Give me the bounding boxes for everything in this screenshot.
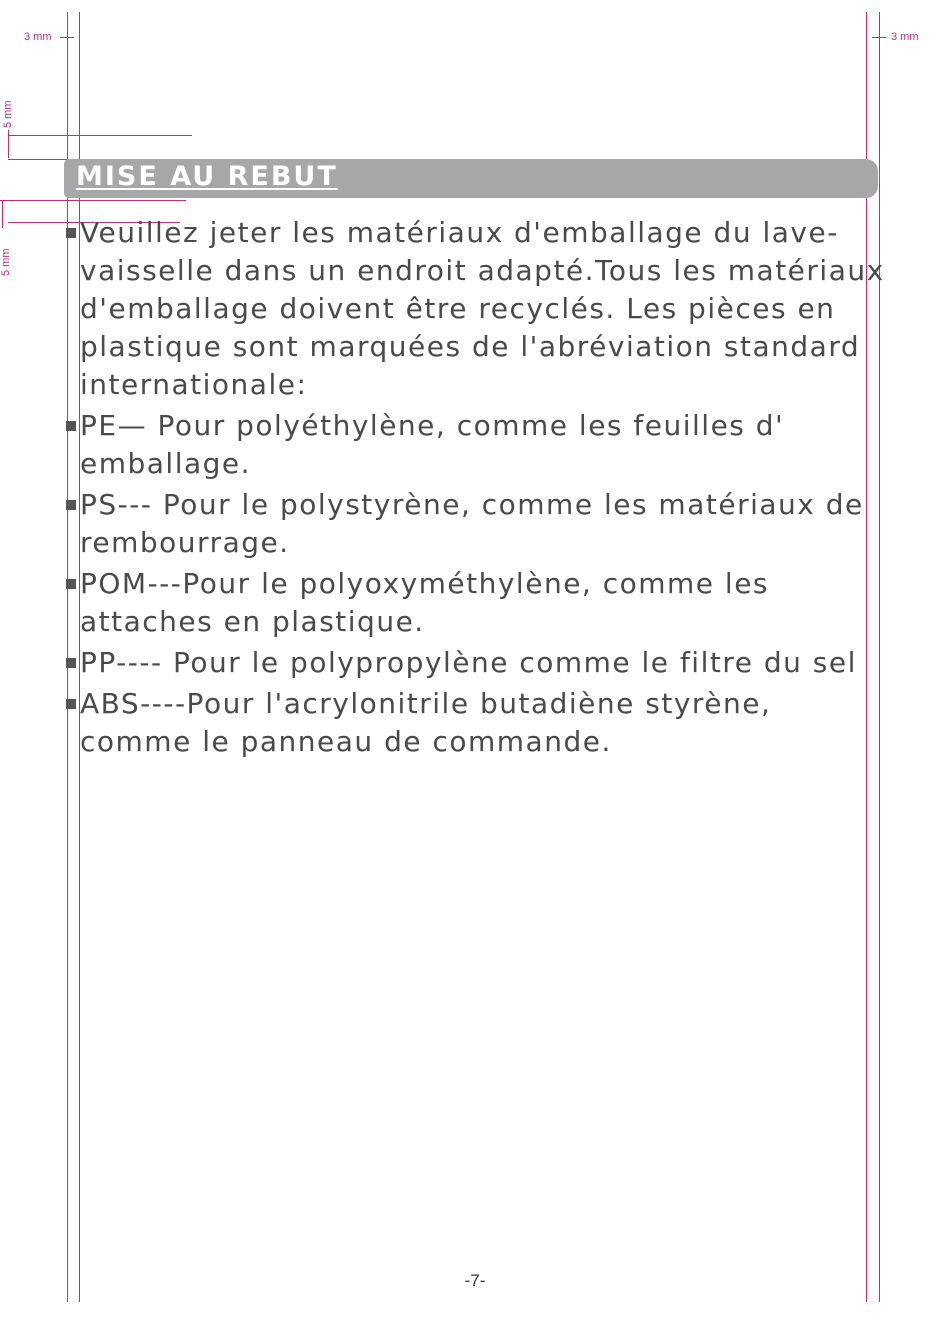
list-item-text: PE— Pour polyéthylène, comme les feuilles d' emballage. [80,409,785,480]
crop-label-left-upper: 5 mm [2,100,14,128]
square-bullet-icon [66,228,76,238]
list-item-text: PS--- Pour le polystyrène, comme les matériaux de rembourrage. [80,488,864,559]
list-item-text: ABS----Pour l'acrylonitrile butadiène styrène, comme le panneau de commande. [80,687,772,758]
square-bullet-icon [66,699,76,709]
crop-label-top-right: 3 mm [891,31,919,43]
square-bullet-icon [66,658,76,668]
section-title-bar [64,159,878,198]
crop-mark-top-right [872,37,886,38]
guide-line-upper-1 [8,135,192,136]
list-item [66,644,886,682]
guide-line-lower-1 [0,200,186,201]
square-bullet-icon [66,500,76,510]
list-item-text: Veuillez jeter les matériaux d'emballage du lave-vaisselle dans un endroit adapté.Tous les matériaux d'emballage doivent être recyclés. Les pièces en plastique sont marquées de l'abréviation standard internationale: [80,216,885,401]
section-title: MISE AU REBUT [76,161,338,192]
list-item [66,486,886,562]
list-item [66,407,886,483]
list-item [66,565,886,641]
list-item-text: POM---Pour le polyoxyméthylène, comme les attaches en plastique. [80,567,770,638]
square-bullet-icon [66,579,76,589]
crop-mark-top-left [60,37,74,38]
guide-tick-left-lower [2,200,3,228]
crop-label-left-lower: 5 mm [0,248,12,276]
list-item [66,685,886,761]
disposal-instructions [66,214,886,764]
square-bullet-icon [66,421,76,431]
page-number: -7- [464,1271,486,1290]
list-item [66,214,886,404]
guide-tick-left-upper [8,130,9,158]
crop-label-top-left: 3 mm [24,31,52,43]
list-item-text: PP---- Pour le polypropylène comme le filtre du sel [80,646,857,679]
